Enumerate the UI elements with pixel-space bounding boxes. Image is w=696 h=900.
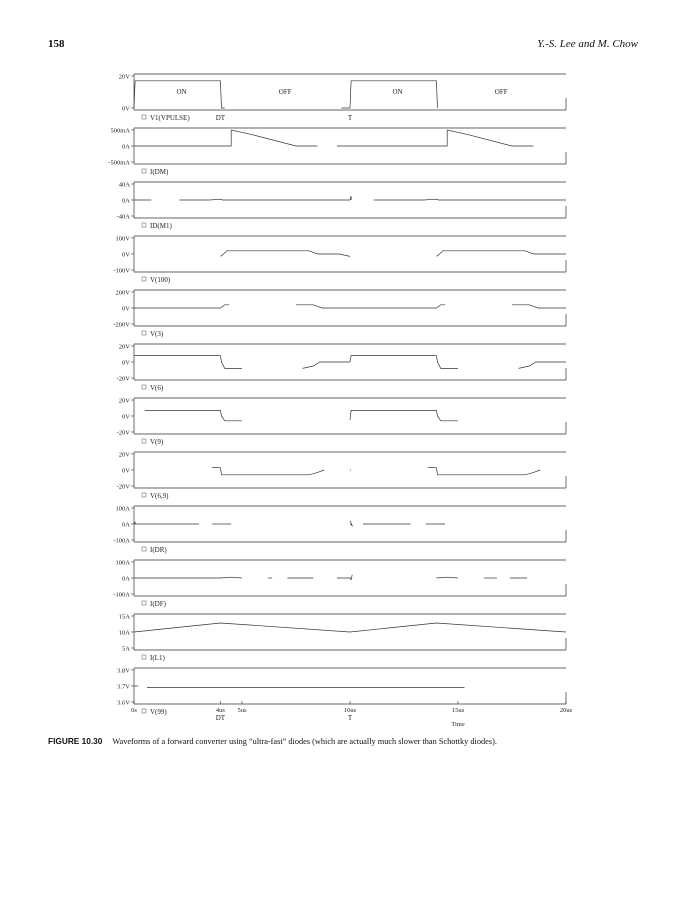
x-axis-label: Time <box>451 721 465 728</box>
waveform-trace <box>519 362 567 368</box>
caption-text: Waveforms of a forward converter using “ultra-fast” diodes (which are actually much slower than Schottky diodes). <box>112 737 497 746</box>
y-tick-label: 20V <box>118 343 130 351</box>
x-marker-label: DT <box>215 714 226 722</box>
phase-label: OFF <box>278 88 292 96</box>
waveform-trace <box>436 251 566 257</box>
waveform-trace <box>350 196 351 200</box>
y-tick-label: 0A <box>122 521 130 529</box>
y-tick-label: 3.8V <box>117 667 130 675</box>
y-tick-label: 0A <box>122 143 130 151</box>
waveform-trace <box>337 575 352 580</box>
y-tick-label: -40A <box>116 213 130 221</box>
y-tick-label: 500mA <box>110 127 130 135</box>
waveform-trace <box>134 305 229 308</box>
waveform-trace <box>134 356 242 369</box>
trace-name: V(6) <box>150 384 164 392</box>
waveform-trace <box>350 305 445 308</box>
waveform-trace <box>134 522 199 524</box>
trace-marker-icon <box>142 169 146 173</box>
x-marker-label: T <box>347 714 353 722</box>
running-head: Y.-S. Lee and M. Chow <box>537 38 638 50</box>
trace-marker-icon <box>142 709 146 713</box>
phase-label: OFF <box>494 88 508 96</box>
waveform-trace <box>134 623 566 632</box>
waveform-trace <box>303 362 351 368</box>
y-tick-label: 3.6V <box>117 699 130 707</box>
waveform-trace <box>436 468 540 475</box>
trace-marker-icon <box>142 223 146 227</box>
waveform-trace <box>374 199 566 200</box>
waveform-trace <box>512 305 566 308</box>
y-tick-label: -200V <box>113 321 130 329</box>
trace-marker-icon <box>142 439 146 443</box>
phase-label: ON <box>176 88 187 96</box>
waveform-trace <box>134 577 242 578</box>
y-tick-label: 0V <box>122 105 130 113</box>
trace-name: I(DM) <box>150 168 169 176</box>
waveform-trace <box>220 251 350 257</box>
trace-marker-icon <box>142 493 146 497</box>
trace-name: V(6,9) <box>150 492 169 500</box>
trace-name: V(100) <box>150 276 171 284</box>
y-tick-label: 0A <box>122 197 130 205</box>
y-tick-label: 100A <box>115 559 130 567</box>
y-tick-label: 0V <box>122 251 130 259</box>
waveform-trace <box>296 305 350 308</box>
x-tick-label: 20us <box>559 707 573 714</box>
figure-caption <box>48 736 668 746</box>
y-tick-label: 0V <box>122 413 130 421</box>
y-tick-label: 15A <box>118 613 130 621</box>
y-tick-label: 40A <box>118 181 130 189</box>
trace-name: V1(VPULSE) <box>150 114 190 122</box>
waveform-trace <box>350 410 458 420</box>
phase-label: ON <box>392 88 403 96</box>
trace-marker-icon <box>142 385 146 389</box>
y-tick-label: -500mA <box>108 159 130 167</box>
page-number: 158 <box>48 38 65 50</box>
waveform-trace <box>134 130 318 146</box>
waveform-trace <box>145 410 242 420</box>
x-tick-label: 15us <box>451 707 465 714</box>
time-marker-label: T <box>347 114 353 122</box>
y-tick-label: 10A <box>118 629 130 637</box>
trace-name: I(DR) <box>150 546 167 554</box>
y-tick-label: -20V <box>116 483 130 491</box>
y-tick-label: -100A <box>113 537 130 545</box>
y-tick-label: 20V <box>118 397 130 405</box>
y-tick-label: 0A <box>122 575 130 583</box>
trace-name: V(99) <box>150 708 167 716</box>
waveform-trace <box>337 130 534 146</box>
x-tick-label: 0s <box>131 707 137 714</box>
waveform-trace <box>436 577 458 578</box>
y-tick-label: -20V <box>116 429 130 437</box>
trace-name: V(9) <box>150 438 164 446</box>
y-tick-label: -100V <box>113 267 130 275</box>
y-tick-label: 0V <box>122 359 130 367</box>
waveform-trace <box>350 521 352 526</box>
y-tick-label: 20V <box>118 451 130 459</box>
y-tick-label: 3.7V <box>117 683 130 691</box>
trace-marker-icon <box>142 601 146 605</box>
trace-marker-icon <box>142 115 146 119</box>
trace-marker-icon <box>142 655 146 659</box>
y-tick-label: 100A <box>115 505 130 513</box>
x-tick-label: 10us <box>343 707 357 714</box>
y-tick-label: 0V <box>122 305 130 313</box>
waveform-trace <box>220 468 324 475</box>
trace-marker-icon <box>142 547 146 551</box>
waveform-trace <box>350 356 458 369</box>
y-tick-label: 20V <box>118 73 130 81</box>
caption-label: FIGURE 10.30 <box>48 736 103 746</box>
waveform-trace <box>179 199 350 200</box>
trace-marker-icon <box>142 277 146 281</box>
time-marker-label: DT <box>215 114 226 122</box>
trace-name: I(L1) <box>150 654 165 662</box>
y-tick-label: 200V <box>115 289 130 297</box>
trace-marker-icon <box>142 331 146 335</box>
y-tick-label: 0V <box>122 467 130 475</box>
trace-name: ID(M1) <box>150 222 172 230</box>
trace-name: V(3) <box>150 330 164 338</box>
y-tick-label: -100A <box>113 591 130 599</box>
x-tick-label: 4us <box>215 707 225 714</box>
y-tick-label: 5A <box>122 645 130 653</box>
y-tick-label: 100V <box>115 235 130 243</box>
waveform-trace <box>341 81 437 108</box>
trace-name: I(DF) <box>150 600 166 608</box>
y-tick-label: -20V <box>116 375 130 383</box>
x-tick-label: 5us <box>237 707 247 714</box>
